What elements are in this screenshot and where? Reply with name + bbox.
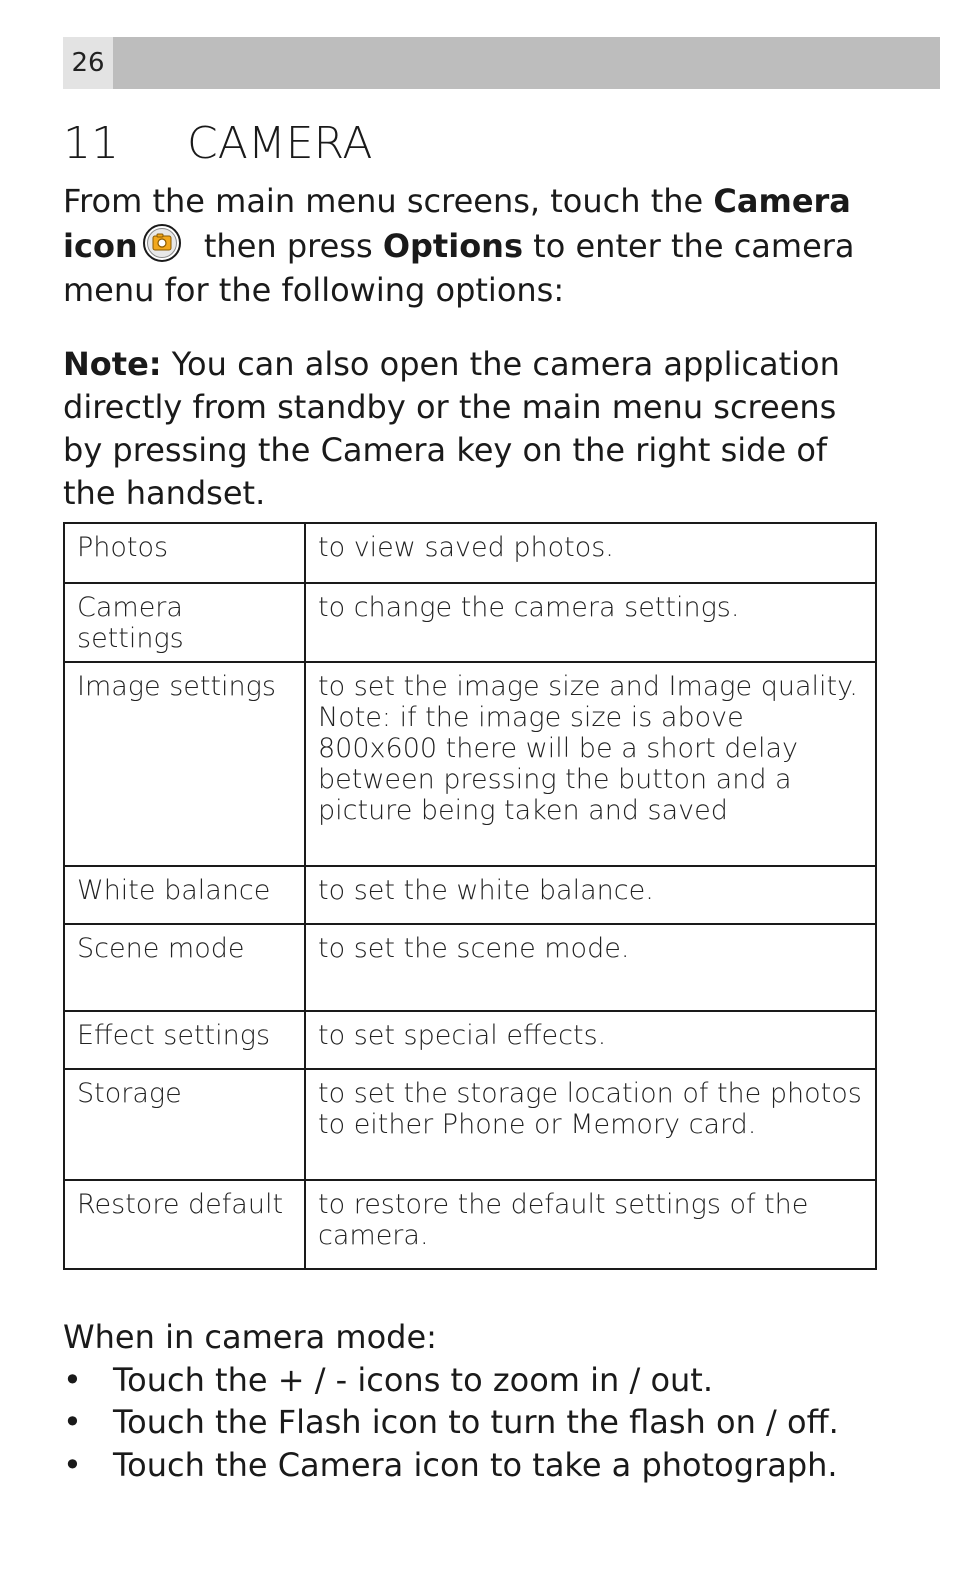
option-name-cell: Restore default (64, 1180, 305, 1269)
table-row (64, 1011, 876, 1069)
option-description-cell (305, 523, 876, 583)
option-description-line: to change the camera settings. (318, 592, 740, 623)
bullet-marker: • (63, 1403, 82, 1441)
camera-options-table (63, 522, 877, 1270)
table-row (64, 1069, 876, 1180)
bullet-item (63, 1359, 839, 1402)
table-row (64, 1180, 876, 1269)
note-label: Note: (63, 345, 162, 383)
option-description-line: to view saved photos. (318, 532, 614, 563)
option-description-cell (305, 662, 876, 866)
option-name-cell: White balance (64, 866, 305, 924)
bullet-text-photo: Touch the Camera icon to take a photograph. (113, 1445, 838, 1484)
bullet-text-zoom: Touch the + / - icons to zoom in / out. (113, 1360, 714, 1399)
table-row (64, 662, 876, 866)
bullet-marker: • (63, 1360, 82, 1399)
camera-options-table-body (64, 523, 876, 1269)
option-description-line: to set special effects. (318, 1020, 607, 1051)
page-number: 26 (63, 37, 113, 89)
note-paragraph (63, 343, 883, 515)
option-description-line: to set the image size and Image quality. (318, 671, 858, 702)
section-heading (63, 116, 372, 172)
intro-paragraph (63, 179, 883, 312)
table-row (64, 523, 876, 583)
intro-options-label: Options (382, 227, 523, 265)
camera-mode-intro: When in camera mode: (63, 1318, 437, 1356)
option-name-cell: Photos (64, 523, 305, 583)
table-row (64, 866, 876, 924)
note-text: You can also open the camera application directly from standby or the main menu screens by pressing the Camera key on the right side of the handset. (63, 345, 840, 512)
bullet-text-flash: Touch the Flash icon to turn the flash on / off. (113, 1403, 839, 1441)
section-number: 11 (63, 118, 119, 169)
camera-app-icon (142, 223, 182, 263)
option-description-cell (305, 1069, 876, 1180)
intro-text-2: then press (193, 227, 383, 265)
page-header-bar (63, 37, 940, 89)
option-description-cell (305, 924, 876, 1011)
option-name-cell: Storage (64, 1069, 305, 1180)
option-name-cell: Effect settings (64, 1011, 305, 1069)
bullet-marker: • (63, 1445, 82, 1484)
option-name-cell: Image settings (64, 662, 305, 866)
camera-mode-section (63, 1316, 839, 1486)
option-description-line: to restore the default settings of the camera. (318, 1189, 809, 1251)
option-description-line: Note: if the image size is above 800x600 there will be a short delay between pressing the button and a picture being taken and saved (318, 702, 799, 826)
option-description-cell (305, 1180, 876, 1269)
option-description-line: to set the storage location of the photos to either Phone or Memory card. (318, 1078, 862, 1140)
option-description-cell (305, 583, 876, 662)
bullet-item (63, 1444, 839, 1487)
table-row (64, 924, 876, 1011)
option-name-cell: Camera settings (64, 583, 305, 662)
bullet-item (63, 1401, 839, 1444)
option-description-line: to set the white balance. (318, 875, 654, 906)
intro-camera-icon-label: Camera icon (63, 182, 851, 265)
option-description-cell (305, 866, 876, 924)
section-title: CAMERA (187, 118, 373, 169)
table-row (64, 583, 876, 662)
intro-text-1: From the main menu screens, touch the (63, 182, 714, 220)
intro-text-3: to enter the camera menu for the following options: (63, 227, 855, 309)
option-description-line: to set the scene mode. (318, 933, 630, 964)
option-name-cell: Scene mode (64, 924, 305, 1011)
option-description-cell (305, 1011, 876, 1069)
